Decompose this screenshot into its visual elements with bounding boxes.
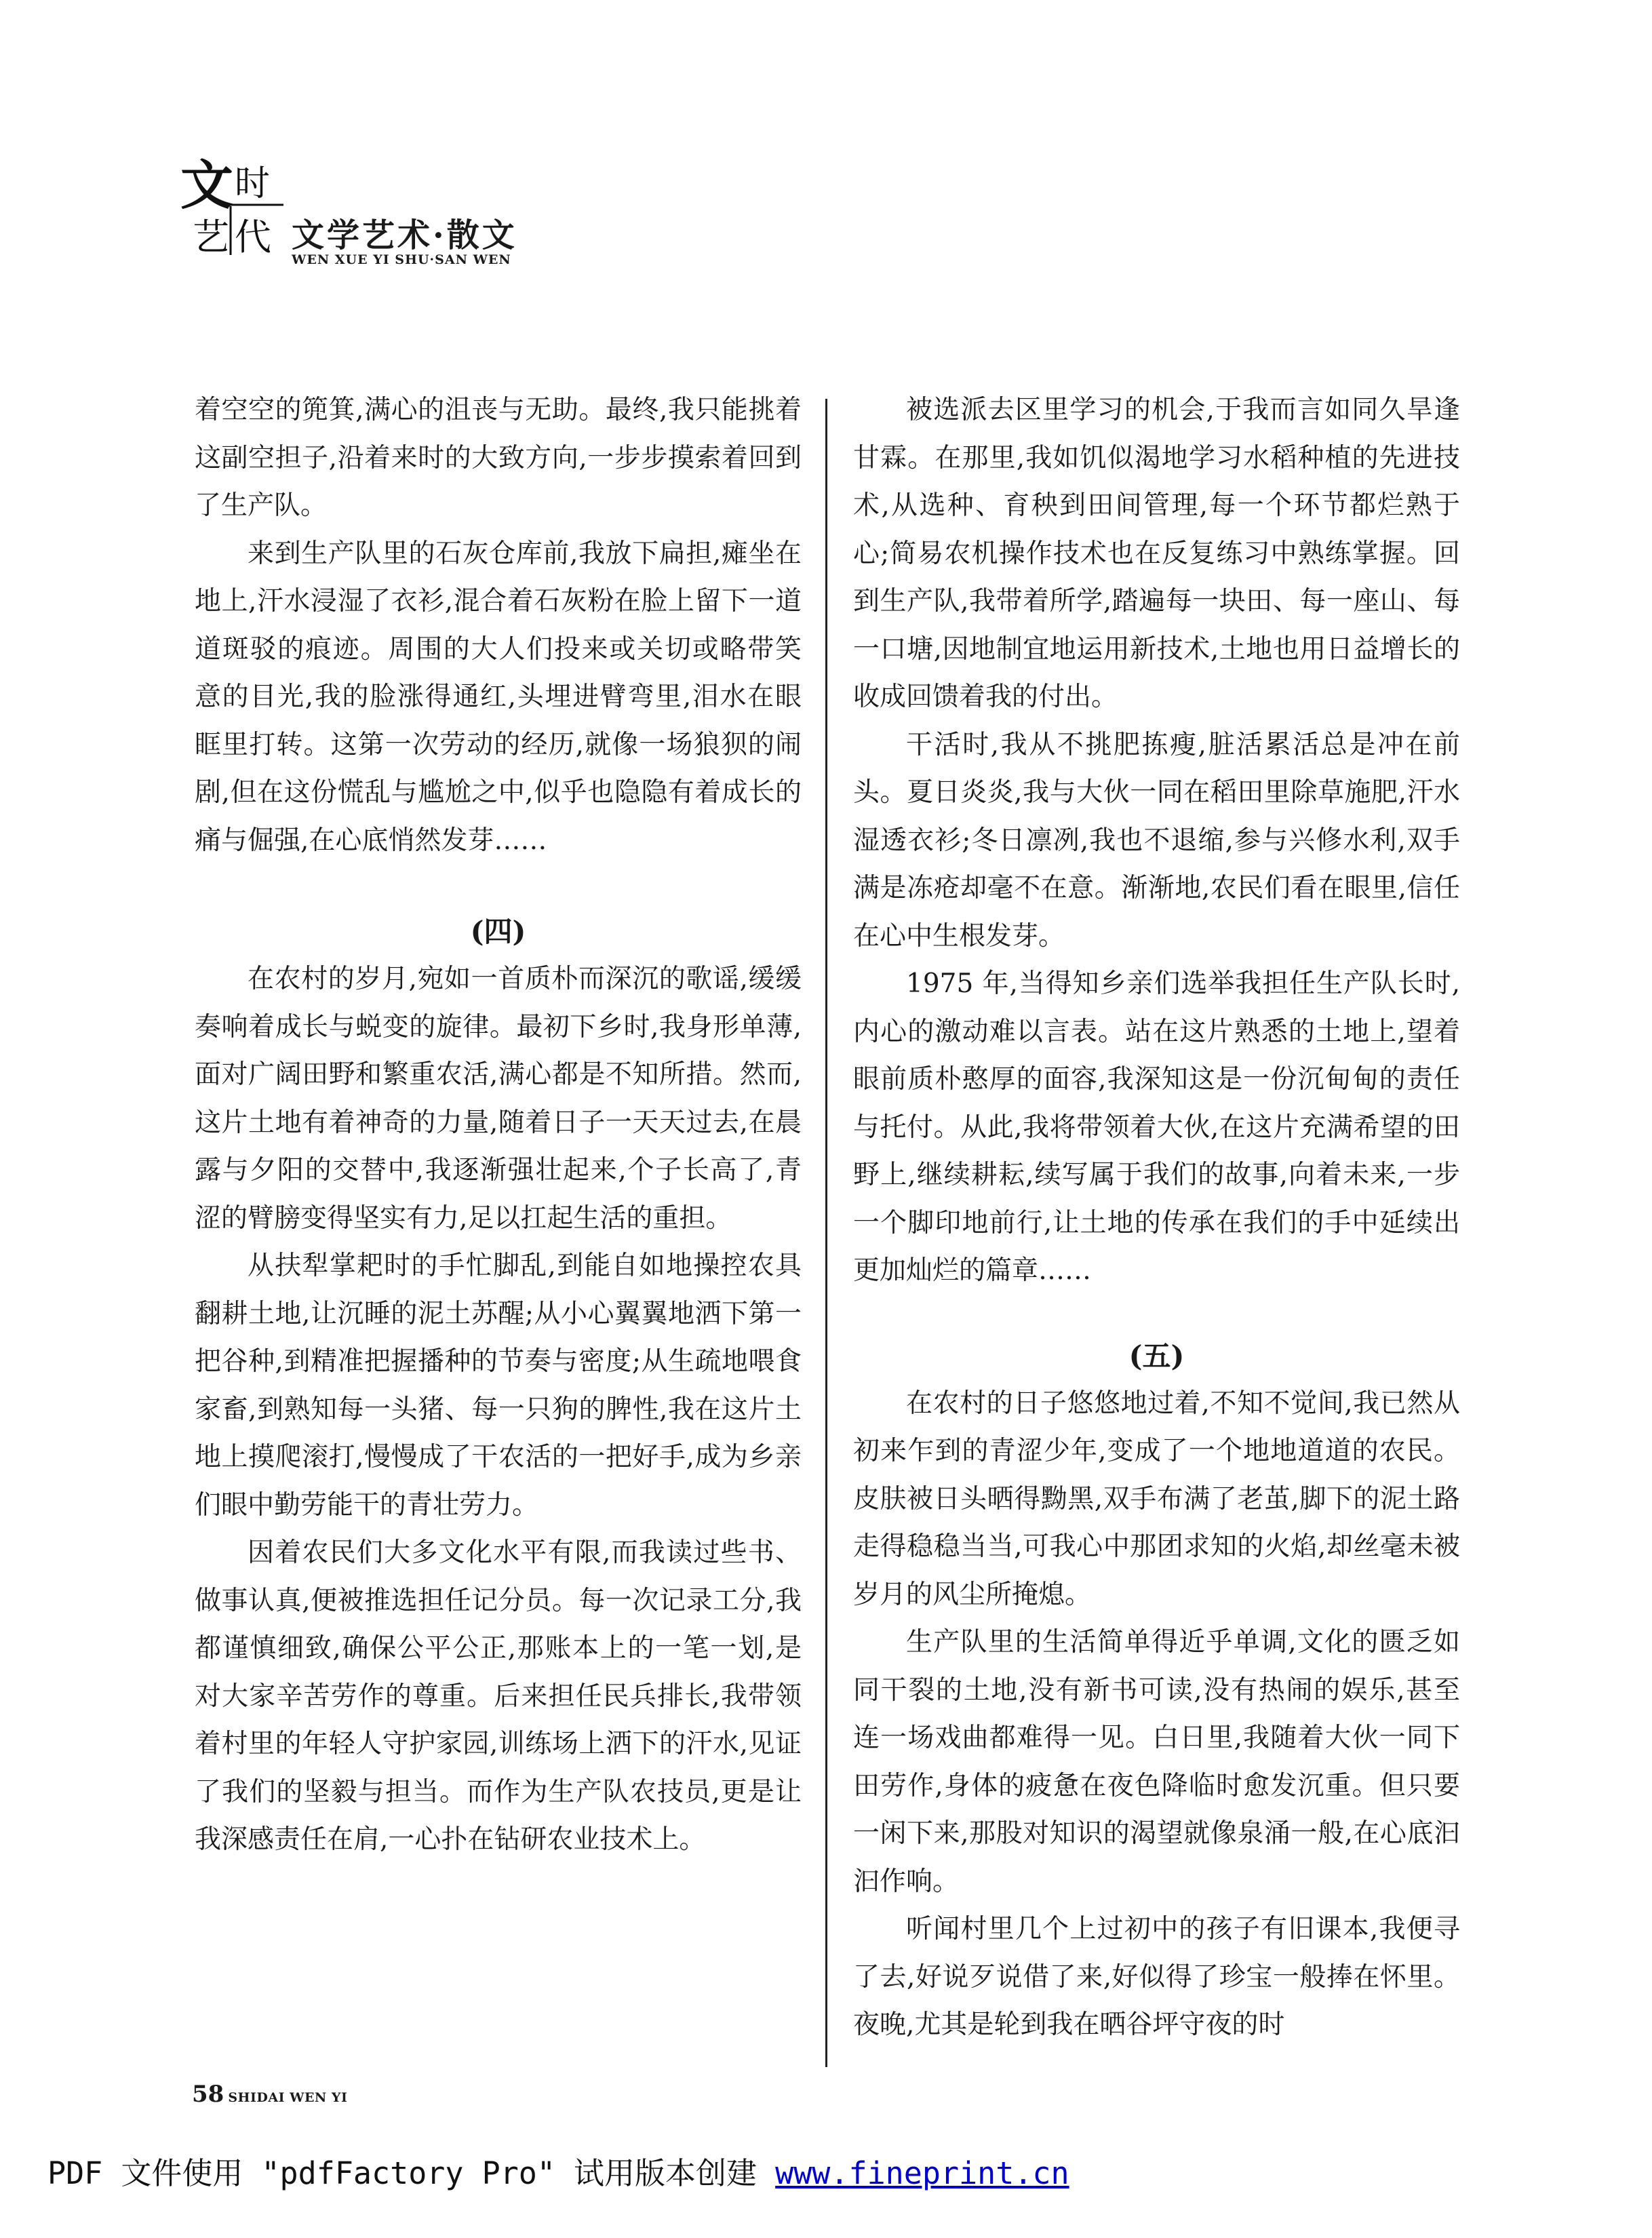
section-title: 文学艺术·散文 bbox=[292, 216, 517, 254]
section-heading-four: (四) bbox=[470, 915, 526, 948]
pdf-watermark bbox=[47, 2148, 1069, 2193]
column-divider bbox=[825, 399, 827, 2067]
paragraph: 听闻村里几个上过初中的孩子有旧课本,我便寻了去,好说歹说借了来,好似得了珍宝一般捧在怀里。夜晚,尤其是轮到我在晒谷坪守夜的时 bbox=[853, 1914, 1460, 2040]
paragraph: 干活时,我从不挑肥拣瘦,脏活累活总是冲在前头。夏日炎炎,我与大伙一同在稻田里除草施肥,汗水湿透衣衫;冬日凛冽,我也不退缩,参与兴修水利,双手满是冻疮却毫不在意。渐渐地,农民们看在眼里,信任在心中生根发芽。 bbox=[853, 729, 1460, 951]
paragraph: 生产队里的生活简单得近乎单调,文化的匮乏如同干裂的土地,没有新书可读,没有热闹的娱乐,甚至连一场戏曲都难得一见。白日里,我随着大伙一同下田劳作,身体的疲惫在夜色降临时愈发沉重。但只要一闲下来,那股对知识的渴望就像泉涌一般,在心底汩汩作响。 bbox=[853, 1627, 1460, 1897]
paragraph: 被选派去区里学习的机会,于我而言如同久旱逢甘霖。在那里,我如饥似渴地学习水稻种植的先进技术,从选种、育秧到田间管理,每一个环节都烂熟于心;简易农机操作技术也在反复练习中熟练掌握。回到生产队,我带着所学,踏遍每一块田、每一座山、每一口塘,因地制宜地运用新技术,土地也用日益增长的收成回馈着我的付出。 bbox=[853, 395, 1460, 712]
section-subtitle: WEN XUE YI SHU·SAN WEN bbox=[292, 252, 511, 267]
paragraph: 来到生产队里的石灰仓库前,我放下扁担,瘫坐在地上,汗水浸湿了衣衫,混合着石灰粉在脸上留下一道道斑驳的痕迹。周围的大人们投来或关切或略带笑意的目光,我的脸涨得通红,头埋进臂弯里,泪水在眼眶里打转。这第一次劳动的经历,就像一场狼狈的闹剧,但在这份慌乱与尴尬之中,似乎也隐隐有着成长的痛与倔强,在心底悄然发芽…… bbox=[195, 538, 802, 856]
page-number: 58 bbox=[192, 2081, 224, 2108]
journal-logo bbox=[178, 156, 286, 258]
paragraph: 在农村的日子悠悠地过着,不知不觉间,我已然从初来乍到的青涩少年,变成了一个地地道道的农民。皮肤被日头晒得黝黑,双手布满了老茧,脚下的泥土路走得稳稳当当,可我心中那团求知的火焰,却丝毫未被岁月的风尘所掩熄。 bbox=[853, 1388, 1460, 1610]
logo-char-wen: 文 bbox=[180, 156, 234, 216]
logo-char-yi: 艺 bbox=[193, 216, 229, 258]
paragraph: 在农村的岁月,宛如一首质朴而深沉的歌谣,缓缓奏响着成长与蜕变的旋律。最初下乡时,我身形单薄,面对广阔田野和繁重农活,满心都是不知所措。然而,这片土地有着神奇的力量,随着日子一天天过去,在晨露与夕阳的交替中,我逐渐强壮起来,个子长高了,青涩的臂膀变得坚实有力,足以扛起生活的重担。 bbox=[195, 964, 802, 1234]
section-heading-five: (五) bbox=[1128, 1339, 1185, 1373]
logo-char-dai: 代 bbox=[235, 216, 271, 258]
paragraph: 因着农民们大多文化水平有限,而我读过些书、做事认真,便被推选担任记分员。每一次记录工分,我都谨慎细致,确保公平公正,那账本上的一笔一划,是对大家辛苦劳作的尊重。后来担任民兵排长,我带领着村里的年轻人守护家园,训练场上洒下的汗水,见证了我们的坚毅与担当。而作为生产队农技员,更是让我深感责任在肩,一心扑在钻研农业技术上。 bbox=[195, 1537, 802, 1855]
right-column bbox=[853, 387, 1460, 2049]
paragraph: 1975 年,当得知乡亲们选举我担任生产队长时,内心的激动难以言表。站在这片熟悉的土地上,望着眼前质朴憨厚的面容,我深知这是一份沉甸甸的责任与托付。从此,我将带领着大伙,在这片充满希望的田野上,继续耕耘,续写属于我们的故事,向着未来,一步一个脚印地前行,让土地的传承在我们的手中延续出更加灿烂的篇章…… bbox=[853, 968, 1460, 1286]
watermark-text: PDF 文件使用 "pdfFactory Pro" 试用版本创建 bbox=[47, 2155, 776, 2191]
watermark-link[interactable]: www.fineprint.cn bbox=[775, 2155, 1069, 2191]
journal-name: SHIDAI WEN YI bbox=[228, 2090, 348, 2105]
left-column bbox=[195, 387, 802, 1864]
logo-char-shi: 时 bbox=[235, 163, 271, 204]
logo-calligraphy-icon bbox=[178, 156, 286, 258]
paragraph: 从扶犁掌耙时的手忙脚乱,到能自如地操控农具翻耕土地,让沉睡的泥土苏醒;从小心翼翼地洒下第一把谷种,到精准把握播种的节奏与密度;从生疏地喂食家畜,到熟知每一头猪、每一只狗的脾性,我在这片土地上摸爬滚打,慢慢成了干农活的一把好手,成为乡亲们眼中勤劳能干的青壮劳力。 bbox=[195, 1251, 802, 1520]
paragraph: 着空空的篼箕,满心的沮丧与无助。最终,我只能挑着这副空担子,沿着来时的大致方向,一步步摸索着回到了生产队。 bbox=[195, 395, 802, 521]
journal-header bbox=[178, 156, 585, 271]
page-footer bbox=[192, 2081, 347, 2108]
